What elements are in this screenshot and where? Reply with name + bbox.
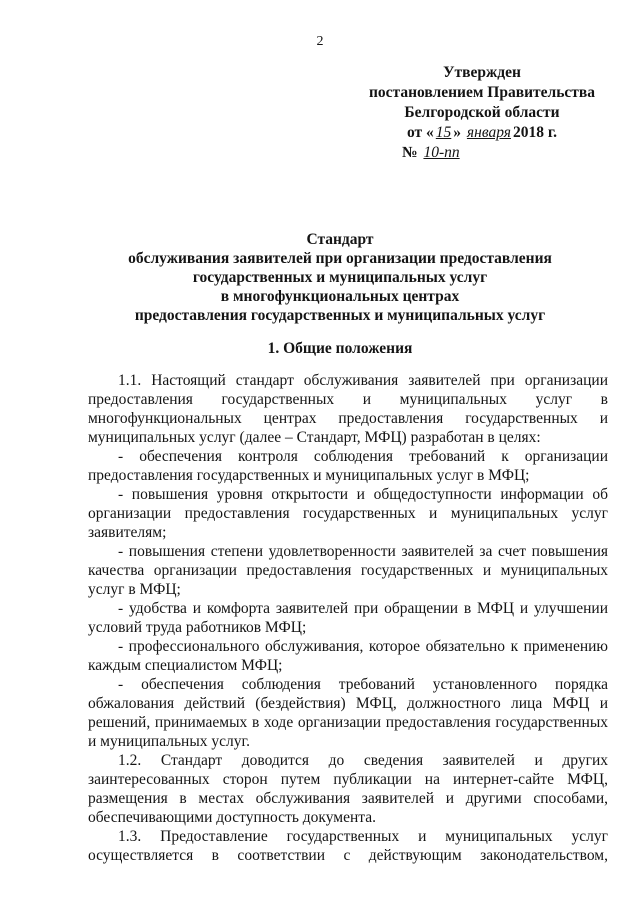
bullet-item: - обеспечения контроля соблюдения требований к организации предоставления государственных и муниципальных услуг в МФЦ; bbox=[88, 448, 608, 484]
approval-date-line bbox=[366, 123, 598, 143]
approval-date-mid: » bbox=[453, 124, 462, 141]
title-line-4: в многофункциональных центрах bbox=[220, 288, 460, 305]
approval-block bbox=[366, 63, 598, 163]
approval-date-prefix: от « bbox=[407, 124, 434, 141]
approval-date-year: 2018 г. bbox=[512, 124, 557, 141]
approval-number-value: 10-пп bbox=[423, 144, 460, 161]
paragraph-1-2: 1.2. Стандарт доводится до сведения заявителей и других заинтересованных сторон путем публикации на интернет-сайте МФЦ, размещения в местах обслуживания заявителей и другими способами, обеспечивающими доступность документа. bbox=[88, 752, 608, 826]
bullet-item: - обеспечения соблюдения требований установленного порядка обжалования действий (бездействия) МФЦ, должностного лица МФЦ и решений, принимаемых в ходе организации предоставления государственных и муниципальных услуг. bbox=[88, 676, 608, 750]
paragraph-1-1: 1.1. Настоящий стандарт обслуживания заявителей при организации предоставления государственных и муниципальных услуг в многофункциональных центрах предоставления государственных и муниципальных услуг (далее – Стандарт, МФЦ) разработан в целях: bbox=[88, 372, 608, 446]
bullet-item: - повышения уровня открытости и общедоступности информации об организации предоставления государственных и муниципальных услуг заявителям; bbox=[88, 486, 608, 541]
title-line-5: предоставления государственных и муниципальных услуг bbox=[134, 307, 546, 324]
approval-number-line bbox=[366, 143, 598, 163]
bullet-item: - профессионального обслуживания, которое обязательно к применению каждым специалистом МФЦ; bbox=[88, 638, 608, 674]
title-line-3: государственных и муниципальных услуг bbox=[192, 269, 488, 286]
approval-line-1: Утвержден bbox=[443, 64, 521, 81]
section-heading: 1. Общие положения bbox=[267, 340, 413, 357]
title-line-1: Стандарт bbox=[306, 231, 374, 248]
bullet-item: - повышения степени удовлетворенности заявителей за счет повышения качества организации предоставления государственных и муниципальных услуг в МФЦ; bbox=[88, 543, 608, 598]
approval-date-day: 15 bbox=[435, 124, 452, 141]
approval-line-2: постановлением Правительства bbox=[368, 84, 596, 101]
bullet-item: - удобства и комфорта заявителей при обращении в МФЦ и улучшении условий труда работников МФЦ; bbox=[88, 600, 608, 636]
title-line-2: обслуживания заявителей при организации предоставления bbox=[128, 250, 552, 267]
approval-number-prefix: № bbox=[402, 144, 418, 161]
paragraph-1-3: 1.3. Предоставление государственных и муниципальных услуг осуществляется в соответствии с действующим законодательством, bbox=[88, 828, 608, 864]
page-number: 2 bbox=[316, 34, 324, 49]
document-title bbox=[60, 230, 620, 325]
approval-date-month: января bbox=[466, 124, 511, 141]
document-body bbox=[88, 371, 608, 865]
approval-line-3: Белгородской области bbox=[404, 104, 560, 121]
